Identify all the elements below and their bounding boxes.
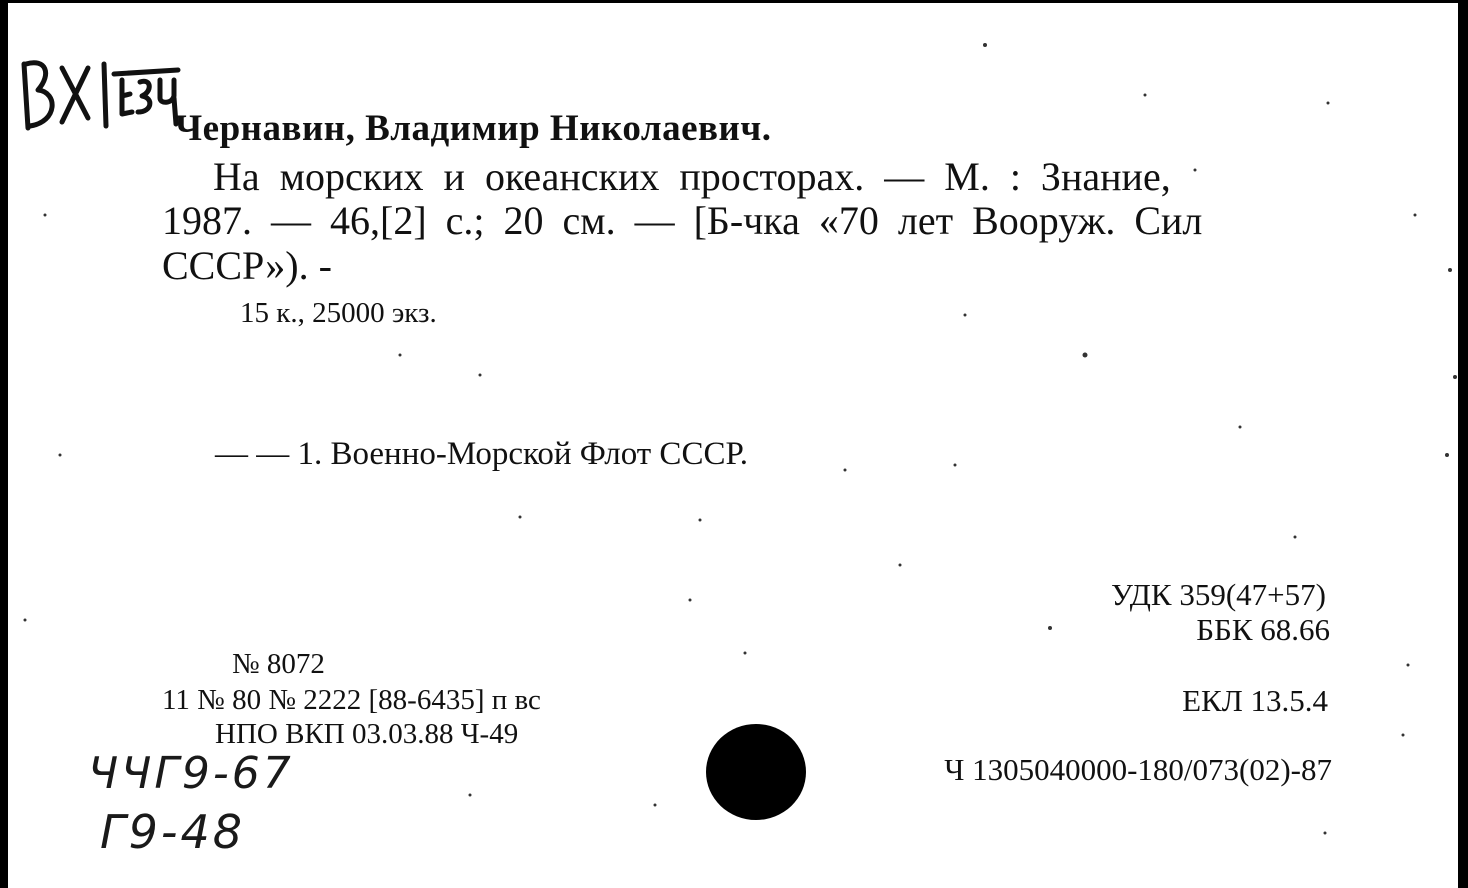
title-line-3: СССР»). -	[162, 243, 332, 288]
title-line-1: На морских и океанских просторах. — М. : Знание,	[213, 154, 1171, 199]
subject-heading: — — 1. Военно-Морской Флот СССР.	[215, 436, 748, 472]
printing-info: НПО ВКП 03.03.88 Ч-49	[215, 718, 519, 750]
handwritten-note-2: Г9-48	[100, 805, 246, 859]
print-order: 11 № 80 № 2222 [88-6435] п вс	[162, 684, 541, 716]
title-line-2: 1987. — 46,[2] с.; 20 см. — [Б-чка «70 лет Вооруж. Сил	[162, 198, 1203, 243]
author-heading: Чернавин, Владимир Николаевич.	[175, 108, 772, 149]
publisher-code: Ч 1305040000-180/073(02)-87	[944, 752, 1332, 787]
shelf-mark-handwriting	[18, 52, 188, 142]
udk-code: УДК 359(47+57)	[1110, 577, 1326, 612]
record-number: № 8072	[232, 648, 325, 680]
punch-hole	[706, 724, 806, 820]
handwritten-note-1: ЧЧГ9-67	[88, 748, 294, 799]
price-circulation: 15 к., 25000 экз.	[240, 297, 437, 329]
bbk-code: ББК 68.66	[1196, 612, 1330, 647]
ekl-code: ЕКЛ 13.5.4	[1182, 683, 1328, 718]
